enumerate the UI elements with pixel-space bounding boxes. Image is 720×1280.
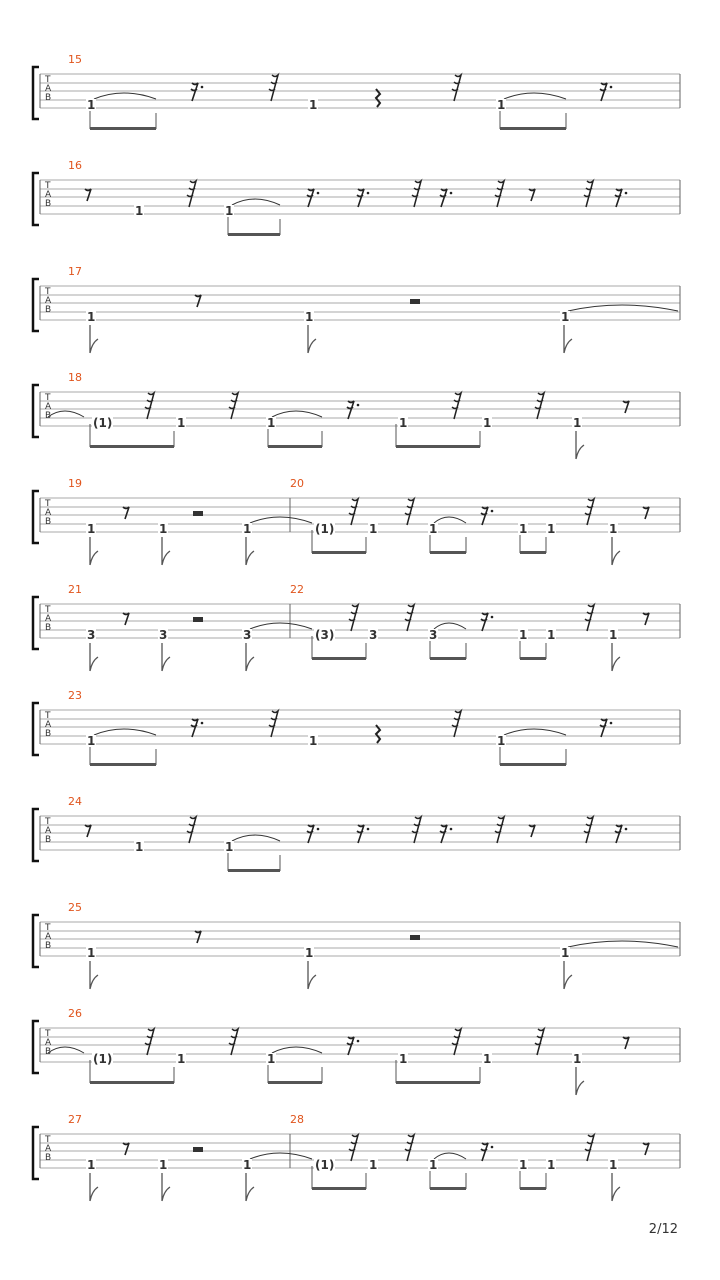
rest-symbol bbox=[452, 393, 461, 419]
note-flag bbox=[576, 431, 584, 459]
fret-number: 1 bbox=[519, 628, 528, 642]
rest-symbol bbox=[452, 711, 461, 737]
rest-symbol bbox=[585, 1135, 594, 1161]
measure-number: 24 bbox=[68, 795, 82, 808]
beam bbox=[430, 657, 466, 660]
rest-symbol bbox=[269, 711, 278, 737]
rest-symbol bbox=[585, 499, 594, 525]
rest-symbol bbox=[584, 817, 593, 843]
rest-symbol bbox=[615, 189, 627, 207]
note-flag bbox=[90, 537, 98, 565]
fret-number: 1 bbox=[483, 416, 492, 430]
fret-number: 1 bbox=[609, 628, 618, 642]
rest-symbol bbox=[85, 189, 91, 201]
fret-number: (1) bbox=[93, 1052, 113, 1066]
rest-symbol bbox=[410, 299, 420, 304]
note-flag bbox=[162, 1173, 170, 1201]
rest-symbol bbox=[535, 1029, 544, 1055]
tab-clef-letter: B bbox=[45, 941, 52, 951]
tie-arc bbox=[568, 305, 678, 311]
rest-symbol bbox=[481, 1143, 493, 1161]
tab-clef-letter: T bbox=[45, 923, 51, 933]
rest-symbol bbox=[349, 499, 358, 525]
beam bbox=[312, 657, 366, 660]
staff-lines bbox=[0, 689, 720, 795]
note-flag bbox=[612, 537, 620, 565]
fret-number: (1) bbox=[315, 1158, 335, 1172]
fret-number: 1 bbox=[547, 628, 556, 642]
fret-number: 3 bbox=[429, 628, 438, 642]
tie-arc bbox=[568, 941, 678, 947]
note-flag bbox=[308, 961, 316, 989]
rest-symbol bbox=[269, 75, 278, 101]
system-bracket bbox=[33, 67, 39, 119]
fret-number: 1 bbox=[87, 734, 96, 748]
tab-system bbox=[0, 1113, 720, 1219]
measure-number: 19 bbox=[68, 477, 82, 490]
measure-number: 25 bbox=[68, 901, 82, 914]
measure-number: 22 bbox=[290, 583, 304, 596]
rest-symbol bbox=[349, 605, 358, 631]
measure-number: 28 bbox=[290, 1113, 304, 1126]
tab-clef-letter: T bbox=[45, 393, 51, 403]
rest-symbol bbox=[643, 613, 649, 625]
measure-number: 23 bbox=[68, 689, 82, 702]
fret-number: 1 bbox=[243, 522, 252, 536]
rest-symbol bbox=[193, 617, 203, 622]
tab-clef-letter: B bbox=[45, 93, 52, 103]
tab-clef-letter: T bbox=[45, 75, 51, 85]
fret-number: 1 bbox=[609, 522, 618, 536]
tab-clef-letter: B bbox=[45, 305, 52, 315]
fret-number: 1 bbox=[305, 946, 314, 960]
tab-clef-letter: A bbox=[45, 720, 52, 730]
rest-symbol bbox=[405, 1135, 414, 1161]
note-flag bbox=[246, 643, 254, 671]
rest-symbol bbox=[187, 181, 196, 207]
tie-arc bbox=[250, 623, 312, 629]
rest-symbol bbox=[376, 725, 380, 743]
measure-number: 26 bbox=[68, 1007, 82, 1020]
tab-clef-letter: T bbox=[45, 605, 51, 615]
fret-number: 1 bbox=[561, 946, 570, 960]
measure-number: 20 bbox=[290, 477, 304, 490]
fret-number: 1 bbox=[309, 734, 318, 748]
rest-symbol bbox=[123, 613, 129, 625]
tie-arc bbox=[434, 1153, 466, 1159]
rest-symbol bbox=[440, 825, 452, 843]
rest-symbol bbox=[193, 511, 203, 516]
rest-symbol bbox=[193, 1147, 203, 1152]
system-bracket bbox=[33, 279, 39, 331]
tab-system bbox=[0, 1007, 720, 1113]
rest-symbol bbox=[85, 825, 91, 837]
system-bracket bbox=[33, 915, 39, 967]
tab-clef-letter: T bbox=[45, 499, 51, 509]
fret-number: 3 bbox=[243, 628, 252, 642]
fret-number: 1 bbox=[225, 204, 234, 218]
fret-number: (3) bbox=[315, 628, 335, 642]
rest-symbol bbox=[584, 181, 593, 207]
tab-clef-letter: T bbox=[45, 1029, 51, 1039]
fret-number: 1 bbox=[243, 1158, 252, 1172]
system-bracket bbox=[33, 1021, 39, 1073]
tab-clef-letter: B bbox=[45, 623, 52, 633]
beam bbox=[520, 657, 546, 660]
system-bracket bbox=[33, 491, 39, 543]
fret-number: 1 bbox=[159, 522, 168, 536]
rest-symbol bbox=[585, 605, 594, 631]
rest-symbol bbox=[376, 89, 380, 107]
tie-arc bbox=[232, 835, 280, 841]
beam bbox=[312, 1187, 366, 1190]
system-bracket bbox=[33, 385, 39, 437]
tab-system bbox=[0, 689, 720, 795]
rest-symbol bbox=[623, 401, 629, 413]
staff-lines bbox=[0, 159, 720, 265]
tab-clef-letter: B bbox=[45, 1153, 52, 1163]
tab-clef-letter: T bbox=[45, 1135, 51, 1145]
rest-symbol bbox=[623, 1037, 629, 1049]
beam bbox=[90, 127, 156, 130]
beam bbox=[268, 1081, 322, 1084]
note-flag bbox=[90, 961, 98, 989]
tab-clef-letter: A bbox=[45, 932, 52, 942]
note-flag bbox=[612, 1173, 620, 1201]
fret-number: 1 bbox=[369, 522, 378, 536]
rest-symbol bbox=[452, 75, 461, 101]
fret-number: 1 bbox=[497, 734, 506, 748]
rest-symbol bbox=[600, 83, 612, 101]
page-number: 2/12 bbox=[648, 1222, 678, 1237]
beam bbox=[312, 551, 366, 554]
staff-lines bbox=[0, 795, 720, 901]
tie-arc bbox=[434, 623, 466, 629]
tab-system bbox=[0, 53, 720, 159]
fret-number: 1 bbox=[135, 204, 144, 218]
note-flag bbox=[308, 325, 316, 353]
fret-number: 1 bbox=[547, 522, 556, 536]
tab-clef-letter: B bbox=[45, 729, 52, 739]
beam bbox=[90, 1081, 174, 1084]
fret-number: 1 bbox=[609, 1158, 618, 1172]
rest-symbol bbox=[229, 393, 238, 419]
measure-number: 27 bbox=[68, 1113, 82, 1126]
rest-symbol bbox=[495, 817, 504, 843]
rest-symbol bbox=[529, 825, 535, 837]
tab-clef-letter: B bbox=[45, 199, 52, 209]
note-flag bbox=[564, 325, 572, 353]
fret-number: 1 bbox=[267, 1052, 276, 1066]
fret-number: 3 bbox=[369, 628, 378, 642]
rest-symbol bbox=[440, 189, 452, 207]
fret-number: 1 bbox=[399, 1052, 408, 1066]
beam bbox=[228, 869, 280, 872]
rest-symbol bbox=[145, 1029, 154, 1055]
system-bracket bbox=[33, 703, 39, 755]
fret-number: (1) bbox=[315, 522, 335, 536]
fret-number: 1 bbox=[87, 946, 96, 960]
tab-clef-letter: A bbox=[45, 614, 52, 624]
rest-symbol bbox=[410, 935, 420, 940]
rest-symbol bbox=[495, 181, 504, 207]
beam bbox=[430, 1187, 466, 1190]
tie-arc bbox=[48, 1047, 84, 1053]
rest-symbol bbox=[412, 181, 421, 207]
fret-number: 1 bbox=[87, 522, 96, 536]
system-bracket bbox=[33, 1127, 39, 1179]
beam bbox=[520, 1187, 546, 1190]
fret-number: 1 bbox=[497, 98, 506, 112]
measure-number: 16 bbox=[68, 159, 82, 172]
rest-symbol bbox=[357, 189, 369, 207]
beam bbox=[430, 551, 466, 554]
rest-symbol bbox=[643, 507, 649, 519]
tab-system bbox=[0, 265, 720, 371]
tab-system bbox=[0, 901, 720, 1007]
tab-clef-letter: A bbox=[45, 1038, 52, 1048]
tie-arc bbox=[504, 729, 566, 735]
tab-clef-letter: T bbox=[45, 711, 51, 721]
note-flag bbox=[246, 1173, 254, 1201]
system-bracket bbox=[33, 173, 39, 225]
fret-number: 1 bbox=[519, 1158, 528, 1172]
note-flag bbox=[564, 961, 572, 989]
staff-lines bbox=[0, 901, 720, 1007]
measure-number: 21 bbox=[68, 583, 82, 596]
tab-system bbox=[0, 159, 720, 265]
tab-clef-letter: A bbox=[45, 402, 52, 412]
tie-arc bbox=[232, 199, 280, 205]
rest-symbol bbox=[347, 401, 359, 419]
fret-number: 1 bbox=[135, 840, 144, 854]
rest-symbol bbox=[481, 507, 493, 525]
rest-symbol bbox=[615, 825, 627, 843]
beam bbox=[396, 445, 480, 448]
fret-number: 1 bbox=[87, 1158, 96, 1172]
note-flag bbox=[90, 325, 98, 353]
fret-number: 1 bbox=[225, 840, 234, 854]
tie-arc bbox=[504, 93, 566, 99]
fret-number: 3 bbox=[87, 628, 96, 642]
tab-clef-letter: A bbox=[45, 1144, 52, 1154]
system-bracket bbox=[33, 809, 39, 861]
note-flag bbox=[246, 537, 254, 565]
fret-number: 1 bbox=[177, 416, 186, 430]
fret-number: 1 bbox=[429, 522, 438, 536]
tab-clef-letter: A bbox=[45, 508, 52, 518]
note-flag bbox=[162, 643, 170, 671]
tab-system bbox=[0, 477, 720, 583]
tie-arc bbox=[48, 411, 84, 417]
tab-clef-letter: A bbox=[45, 826, 52, 836]
tie-arc bbox=[272, 1047, 322, 1053]
tab-clef-letter: A bbox=[45, 296, 52, 306]
tab-system bbox=[0, 583, 720, 689]
tab-clef-letter: B bbox=[45, 411, 52, 421]
fret-number: 1 bbox=[369, 1158, 378, 1172]
rest-symbol bbox=[643, 1143, 649, 1155]
fret-number: 1 bbox=[519, 522, 528, 536]
rest-symbol bbox=[191, 83, 203, 101]
fret-number: 1 bbox=[399, 416, 408, 430]
beam bbox=[228, 233, 280, 236]
rest-symbol bbox=[145, 393, 154, 419]
fret-number: (1) bbox=[93, 416, 113, 430]
rest-symbol bbox=[452, 1029, 461, 1055]
tab-system bbox=[0, 371, 720, 477]
beam bbox=[90, 763, 156, 766]
tie-arc bbox=[94, 729, 156, 735]
beam bbox=[90, 445, 174, 448]
note-flag bbox=[612, 643, 620, 671]
measure-number: 15 bbox=[68, 53, 82, 66]
fret-number: 1 bbox=[483, 1052, 492, 1066]
note-flag bbox=[90, 1173, 98, 1201]
note-flag bbox=[90, 643, 98, 671]
fret-number: 1 bbox=[309, 98, 318, 112]
fret-number: 1 bbox=[429, 1158, 438, 1172]
rest-symbol bbox=[307, 189, 319, 207]
fret-number: 1 bbox=[159, 1158, 168, 1172]
note-flag bbox=[576, 1067, 584, 1095]
beam bbox=[268, 445, 322, 448]
beam bbox=[500, 127, 566, 130]
note-flag bbox=[162, 537, 170, 565]
rest-symbol bbox=[123, 1143, 129, 1155]
tab-clef-letter: A bbox=[45, 84, 52, 94]
fret-number: 1 bbox=[573, 1052, 582, 1066]
tab-clef-letter: B bbox=[45, 1047, 52, 1057]
rest-symbol bbox=[195, 295, 201, 307]
tie-arc bbox=[272, 411, 322, 417]
fret-number: 3 bbox=[159, 628, 168, 642]
rest-symbol bbox=[191, 719, 203, 737]
rest-symbol bbox=[195, 931, 201, 943]
rest-symbol bbox=[412, 817, 421, 843]
measure-number: 17 bbox=[68, 265, 82, 278]
beam bbox=[500, 763, 566, 766]
tab-clef-letter: T bbox=[45, 287, 51, 297]
tab-clef-letter: T bbox=[45, 181, 51, 191]
rest-symbol bbox=[405, 499, 414, 525]
tie-arc bbox=[434, 517, 466, 523]
beam bbox=[520, 551, 546, 554]
tie-arc bbox=[250, 1153, 312, 1159]
tie-arc bbox=[250, 517, 312, 523]
rest-symbol bbox=[405, 605, 414, 631]
system-bracket bbox=[33, 597, 39, 649]
rest-symbol bbox=[600, 719, 612, 737]
fret-number: 1 bbox=[547, 1158, 556, 1172]
rest-symbol bbox=[123, 507, 129, 519]
tab-clef-letter: T bbox=[45, 817, 51, 827]
rest-symbol bbox=[349, 1135, 358, 1161]
tab-clef-letter: A bbox=[45, 190, 52, 200]
fret-number: 1 bbox=[573, 416, 582, 430]
fret-number: 1 bbox=[87, 310, 96, 324]
rest-symbol bbox=[307, 825, 319, 843]
beam bbox=[396, 1081, 480, 1084]
fret-number: 1 bbox=[561, 310, 570, 324]
tab-clef-letter: B bbox=[45, 517, 52, 527]
tab-system bbox=[0, 795, 720, 901]
fret-number: 1 bbox=[87, 98, 96, 112]
measure-number: 18 bbox=[68, 371, 82, 384]
rest-symbol bbox=[357, 825, 369, 843]
staff-lines bbox=[0, 53, 720, 159]
rest-symbol bbox=[187, 817, 196, 843]
rest-symbol bbox=[347, 1037, 359, 1055]
rest-symbol bbox=[229, 1029, 238, 1055]
staff-lines bbox=[0, 265, 720, 371]
rest-symbol bbox=[529, 189, 535, 201]
fret-number: 1 bbox=[305, 310, 314, 324]
rest-symbol bbox=[535, 393, 544, 419]
tie-arc bbox=[94, 93, 156, 99]
tab-clef-letter: B bbox=[45, 835, 52, 845]
fret-number: 1 bbox=[267, 416, 276, 430]
fret-number: 1 bbox=[177, 1052, 186, 1066]
rest-symbol bbox=[481, 613, 493, 631]
